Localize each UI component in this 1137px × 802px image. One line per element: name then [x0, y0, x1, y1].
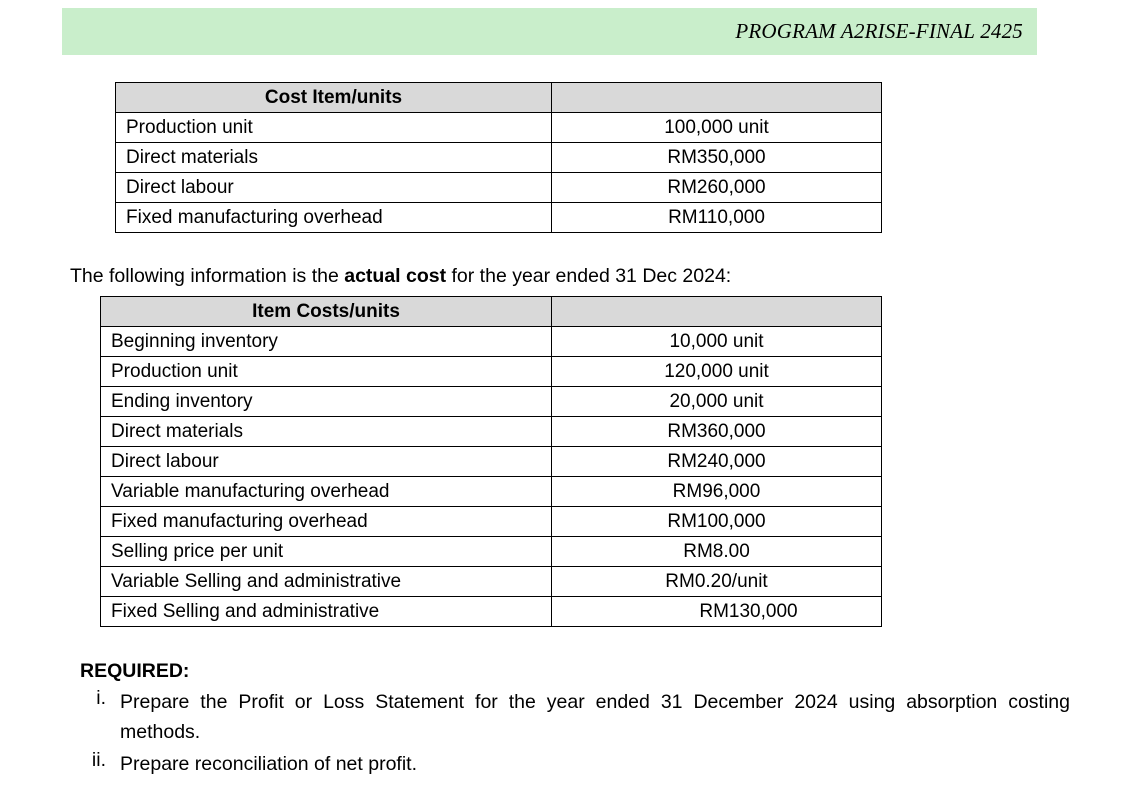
cost-item-label: Variable Selling and administrative — [101, 567, 552, 597]
intro-text-bold: actual cost — [344, 265, 447, 287]
list-item-text: Prepare reconciliation of net profit. — [120, 753, 417, 775]
table-row — [116, 143, 882, 173]
cost-item-value: RM260,000 — [552, 173, 882, 203]
table-row — [101, 597, 882, 627]
cost-item-label: Direct labour — [116, 173, 552, 203]
cost-item-value: RM8.00 — [552, 537, 882, 567]
cost-item-label: Production unit — [101, 357, 552, 387]
cost-item-label: Direct materials — [116, 143, 552, 173]
column-header-empty — [552, 297, 882, 327]
cost-item-label: Variable manufacturing overhead — [101, 477, 552, 507]
list-item-marker: ii. — [91, 749, 106, 771]
cost-item-value: RM240,000 — [552, 447, 882, 477]
cost-item-value: 120,000 unit — [552, 357, 882, 387]
page-header-banner — [62, 8, 1037, 55]
table-row — [101, 567, 882, 597]
intro-text-post: for the year ended 31 Dec 2024: — [446, 265, 732, 287]
table-row — [116, 173, 882, 203]
table-row — [116, 203, 882, 233]
cost-item-label: Production unit — [116, 113, 552, 143]
cost-item-value: 10,000 unit — [552, 327, 882, 357]
cost-item-value: 20,000 unit — [552, 387, 882, 417]
cost-item-value: RM350,000 — [552, 143, 882, 173]
table-row — [116, 113, 882, 143]
cost-item-label: Ending inventory — [101, 387, 552, 417]
cost-item-label: Direct materials — [101, 417, 552, 447]
cost-item-value: RM130,000 — [552, 597, 882, 627]
cost-item-value: RM360,000 — [552, 417, 882, 447]
cost-item-label: Beginning inventory — [101, 327, 552, 357]
required-heading: REQUIRED: — [80, 660, 190, 682]
required-item — [80, 749, 1070, 779]
table-header-row — [116, 83, 882, 113]
table-row — [101, 477, 882, 507]
program-title: PROGRAM A2RISE-FINAL 2425 — [735, 19, 1023, 43]
table-row — [101, 357, 882, 387]
table-row — [101, 327, 882, 357]
estimated-cost-table — [115, 82, 882, 233]
list-item-text: Prepare the Profit or Loss Statement for the year ended 31 December 2024 using absorption costing methods. — [120, 691, 1070, 743]
cost-item-value: RM96,000 — [552, 477, 882, 507]
list-item-marker: i. — [96, 687, 106, 709]
required-section — [80, 660, 1070, 779]
cost-item-label: Fixed manufacturing overhead — [116, 203, 552, 233]
actual-cost-table — [100, 296, 882, 627]
table-row — [101, 537, 882, 567]
required-list — [80, 687, 1070, 779]
table-header-row — [101, 297, 882, 327]
actual-cost-intro-text — [70, 265, 1070, 288]
table-row — [101, 507, 882, 537]
table-row — [101, 447, 882, 477]
table-row — [101, 417, 882, 447]
cost-item-label: Fixed manufacturing overhead — [101, 507, 552, 537]
cost-item-label: Direct labour — [101, 447, 552, 477]
cost-item-label: Selling price per unit — [101, 537, 552, 567]
required-item — [80, 687, 1070, 747]
cost-item-label: Fixed Selling and administrative — [101, 597, 552, 627]
column-header-empty — [552, 83, 882, 113]
cost-item-value: RM100,000 — [552, 507, 882, 537]
table-row — [101, 387, 882, 417]
intro-text-pre: The following information is the — [70, 265, 345, 287]
column-header-cost-item: Cost Item/units — [116, 83, 552, 113]
column-header-item-costs: Item Costs/units — [101, 297, 552, 327]
cost-item-value: 100,000 unit — [552, 113, 882, 143]
cost-item-value: RM0.20/unit — [552, 567, 882, 597]
cost-item-value: RM110,000 — [552, 203, 882, 233]
